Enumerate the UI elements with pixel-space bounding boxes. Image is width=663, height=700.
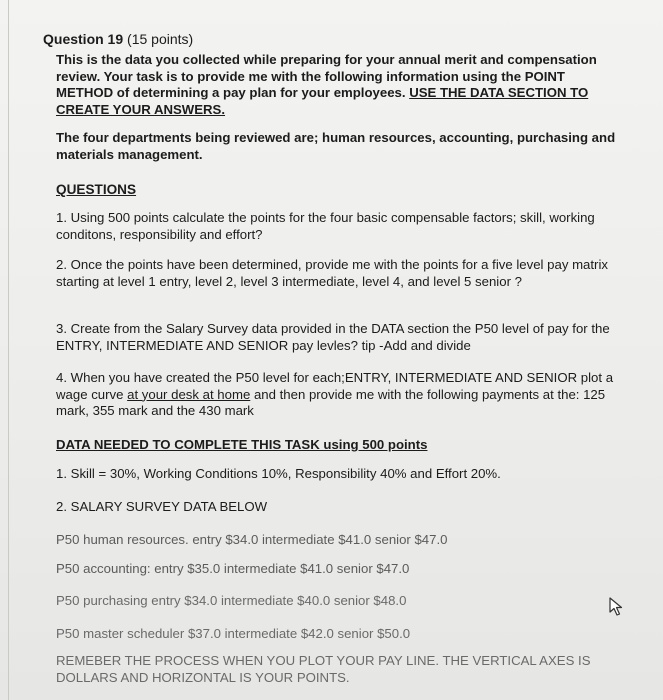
intro-paragraph bbox=[56, 52, 616, 118]
intro-text: This is the data you collected while preparing for your annual merit and compensation review. Your task is to provide me with the following information using the POINT METHOD of determining a pay plan for your employees. bbox=[56, 52, 597, 100]
question-4 bbox=[56, 370, 616, 420]
question-points: (15 points) bbox=[127, 31, 194, 47]
question-4-text-after: and then provide me with the following payments at the: 125 mark, 355 mark and the 430 mark bbox=[56, 386, 606, 418]
question-4-link[interactable]: at your desk at home bbox=[127, 386, 251, 402]
data-heading: DATA NEEDED TO COMPLETE THIS TASK using 500 points bbox=[56, 437, 428, 452]
question-3: 3. Create from the Salary Survey data provided in the DATA section the P50 level of pay for the ENTRY, INTERMEDIATE AND SENIOR pay levles? tip -Add and divide bbox=[56, 321, 610, 353]
departments-paragraph: The four departments being reviewed are; human resources, accounting, purchasing and materials management. bbox=[56, 130, 616, 162]
data-factors: 1. Skill = 30%, Working Conditions 10%, Responsibility 40% and Effort 20%. bbox=[56, 466, 501, 481]
question-2: 2. Once the points have been determined, provide me with the points for a five level pay matrix starting at level 1 entry, level 2, level 3 intermediate, level 4, and level 5 senior ? bbox=[56, 257, 608, 289]
page-border bbox=[8, 0, 9, 700]
mouse-pointer-icon bbox=[609, 597, 625, 617]
question-1: 1. Using 500 points calculate the points for the four basic compensable factors; skill, working conditons, responsibility and effort? bbox=[56, 210, 595, 242]
question-4-text-before: 4. When you have created the P50 level for each;ENTRY, INTERMEDIATE AND SENIOR plot a wage curve bbox=[56, 370, 614, 402]
data-row-purchasing: P50 purchasing entry $34.0 intermediate $40.0 senior $48.0 bbox=[56, 593, 407, 608]
question-title bbox=[43, 31, 193, 47]
question-number: Question 19 bbox=[43, 31, 124, 47]
data-reminder: REMEBER THE PROCESS WHEN YOU PLOT YOUR PAY LINE. THE VERTICAL AXES IS DOLLARS AND HORIZONTAL IS YOUR POINTS. bbox=[56, 653, 591, 685]
questions-heading: QUESTIONS bbox=[56, 182, 137, 197]
data-row-scheduler: P50 master scheduler $37.0 intermediate $42.0 senior $50.0 bbox=[56, 626, 411, 641]
data-row-accounting: P50 accounting: entry $35.0 intermediate $41.0 senior $47.0 bbox=[56, 561, 410, 576]
data-row-hr: P50 human resources. entry $34.0 intermediate $41.0 senior $47.0 bbox=[56, 532, 448, 547]
intro-emphasis: USE THE DATA SECTION TO CREATE YOUR ANSWERS. bbox=[56, 85, 589, 117]
data-survey-label: 2. SALARY SURVEY DATA BELOW bbox=[56, 499, 268, 514]
